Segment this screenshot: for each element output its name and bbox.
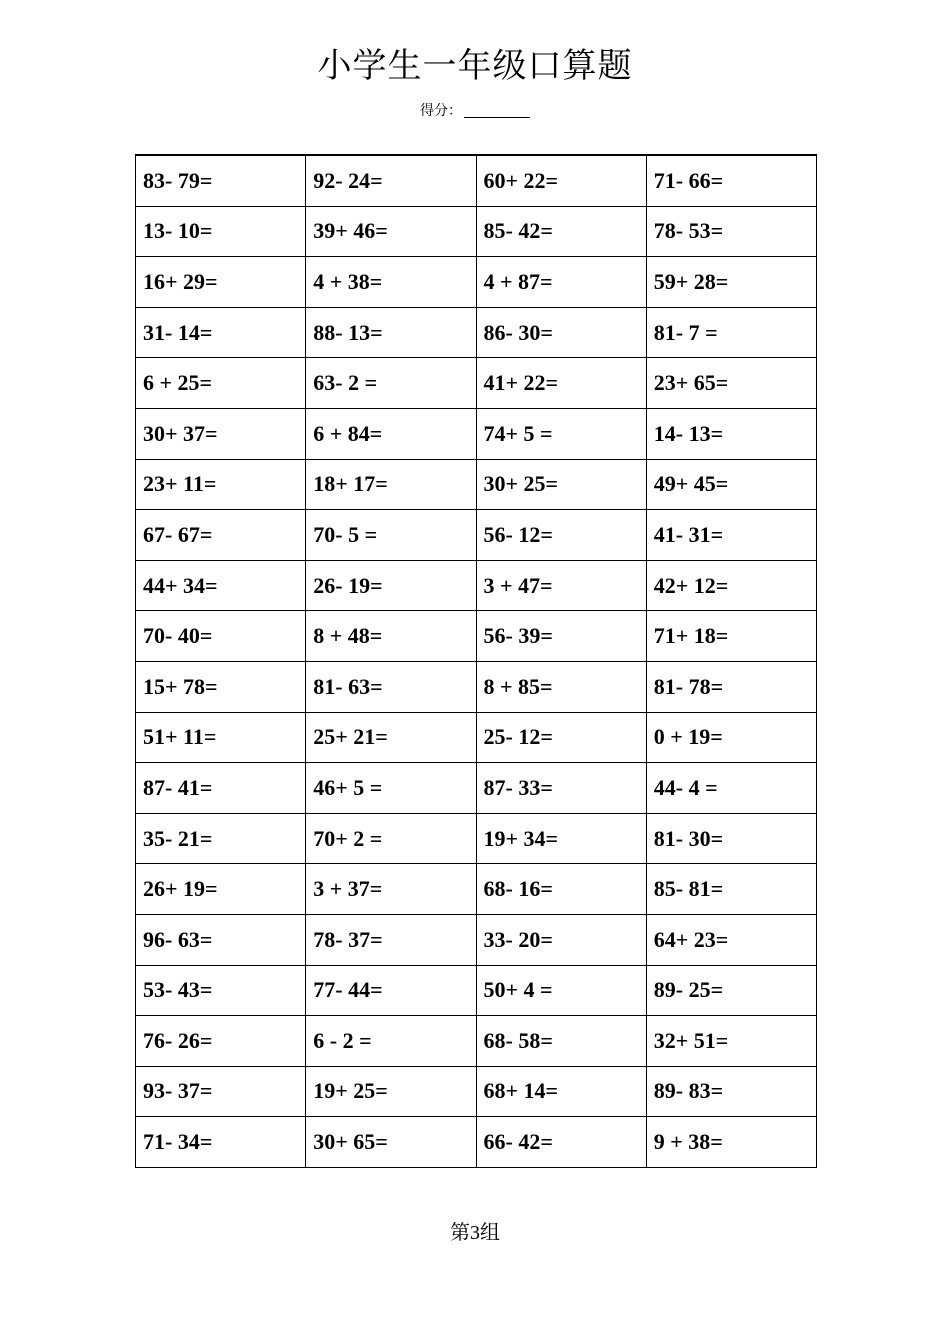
problem-cell: 87- 41= [136, 763, 306, 814]
problem-cell: 77- 44= [306, 965, 476, 1016]
problem-row [136, 459, 817, 510]
problem-row [136, 813, 817, 864]
score-label: 得分： [420, 103, 462, 119]
problem-cell: 19+ 25= [306, 1066, 476, 1117]
problem-cell: 59+ 28= [646, 257, 816, 308]
problem-row [136, 914, 817, 965]
problem-row [136, 307, 817, 358]
problem-row [136, 408, 817, 459]
problem-cell: 92- 24= [306, 155, 476, 206]
problem-cell: 6 - 2 = [306, 1016, 476, 1067]
problem-cell: 96- 63= [136, 914, 306, 965]
problem-cell: 78- 37= [306, 914, 476, 965]
problem-cell: 53- 43= [136, 965, 306, 1016]
problem-cell: 85- 42= [476, 206, 646, 257]
problem-cell: 14- 13= [646, 408, 816, 459]
problem-cell: 81- 30= [646, 813, 816, 864]
problem-cell: 25- 12= [476, 712, 646, 763]
problem-cell: 86- 30= [476, 307, 646, 358]
problem-row [136, 206, 817, 257]
problem-row [136, 1117, 817, 1168]
problem-grid [135, 154, 817, 1168]
problem-cell: 8 + 85= [476, 661, 646, 712]
problem-cell: 8 + 48= [306, 611, 476, 662]
problem-cell: 4 + 38= [306, 257, 476, 308]
problem-cell: 9 + 38= [646, 1117, 816, 1168]
problem-cell: 26+ 19= [136, 864, 306, 915]
problem-row [136, 864, 817, 915]
problem-cell: 35- 21= [136, 813, 306, 864]
problem-cell: 64+ 23= [646, 914, 816, 965]
problem-cell: 67- 67= [136, 510, 306, 561]
problem-cell: 78- 53= [646, 206, 816, 257]
score-line [0, 100, 950, 120]
problem-cell: 71- 66= [646, 155, 816, 206]
problem-cell: 41+ 22= [476, 358, 646, 409]
problem-row [136, 358, 817, 409]
problem-cell: 76- 26= [136, 1016, 306, 1067]
problem-cell: 68+ 14= [476, 1066, 646, 1117]
group-label: 第3组 [450, 1222, 500, 1244]
problem-cell: 6 + 84= [306, 408, 476, 459]
problem-row [136, 763, 817, 814]
problem-cell: 89- 25= [646, 965, 816, 1016]
problem-cell: 23+ 11= [136, 459, 306, 510]
problem-cell: 6 + 25= [136, 358, 306, 409]
problem-cell: 66- 42= [476, 1117, 646, 1168]
problem-row [136, 1016, 817, 1067]
problem-cell: 0 + 19= [646, 712, 816, 763]
problem-cell: 81- 7 = [646, 307, 816, 358]
problem-cell: 46+ 5 = [306, 763, 476, 814]
problem-cell: 30+ 25= [476, 459, 646, 510]
problem-cell: 68- 16= [476, 864, 646, 915]
problem-cell: 49+ 45= [646, 459, 816, 510]
score-blank [464, 103, 530, 118]
problem-grid-body [136, 155, 817, 1167]
problem-row [136, 257, 817, 308]
problem-cell: 39+ 46= [306, 206, 476, 257]
problem-cell: 81- 78= [646, 661, 816, 712]
problem-cell: 51+ 11= [136, 712, 306, 763]
problem-row [136, 1066, 817, 1117]
problem-cell: 70- 5 = [306, 510, 476, 561]
problem-cell: 41- 31= [646, 510, 816, 561]
problem-cell: 42+ 12= [646, 560, 816, 611]
page-title: 小学生一年级口算题 [317, 46, 633, 86]
problem-row [136, 155, 817, 206]
problem-cell: 93- 37= [136, 1066, 306, 1117]
problem-cell: 18+ 17= [306, 459, 476, 510]
problem-cell: 70+ 2 = [306, 813, 476, 864]
problem-cell: 31- 14= [136, 307, 306, 358]
problem-cell: 3 + 37= [306, 864, 476, 915]
problem-cell: 23+ 65= [646, 358, 816, 409]
problem-row [136, 661, 817, 712]
problem-cell: 83- 79= [136, 155, 306, 206]
problem-cell: 30+ 37= [136, 408, 306, 459]
problem-cell: 88- 13= [306, 307, 476, 358]
problem-cell: 56- 12= [476, 510, 646, 561]
problem-cell: 89- 83= [646, 1066, 816, 1117]
problem-row [136, 712, 817, 763]
problem-cell: 60+ 22= [476, 155, 646, 206]
problem-cell: 44- 4 = [646, 763, 816, 814]
problem-cell: 16+ 29= [136, 257, 306, 308]
problem-cell: 19+ 34= [476, 813, 646, 864]
problem-cell: 71+ 18= [646, 611, 816, 662]
problem-cell: 4 + 87= [476, 257, 646, 308]
problem-cell: 81- 63= [306, 661, 476, 712]
problem-cell: 74+ 5 = [476, 408, 646, 459]
problem-cell: 56- 39= [476, 611, 646, 662]
problem-cell: 87- 33= [476, 763, 646, 814]
problem-row [136, 560, 817, 611]
problem-cell: 30+ 65= [306, 1117, 476, 1168]
problem-row [136, 611, 817, 662]
problem-row [136, 510, 817, 561]
problem-cell: 32+ 51= [646, 1016, 816, 1067]
problem-cell: 68- 58= [476, 1016, 646, 1067]
problem-cell: 70- 40= [136, 611, 306, 662]
problem-cell: 3 + 47= [476, 560, 646, 611]
problem-cell: 26- 19= [306, 560, 476, 611]
problem-cell: 15+ 78= [136, 661, 306, 712]
problem-cell: 44+ 34= [136, 560, 306, 611]
problem-row [136, 965, 817, 1016]
problem-cell: 13- 10= [136, 206, 306, 257]
problem-cell: 71- 34= [136, 1117, 306, 1168]
problem-cell: 85- 81= [646, 864, 816, 915]
problem-cell: 25+ 21= [306, 712, 476, 763]
problem-cell: 63- 2 = [306, 358, 476, 409]
problem-cell: 33- 20= [476, 914, 646, 965]
problem-cell: 50+ 4 = [476, 965, 646, 1016]
